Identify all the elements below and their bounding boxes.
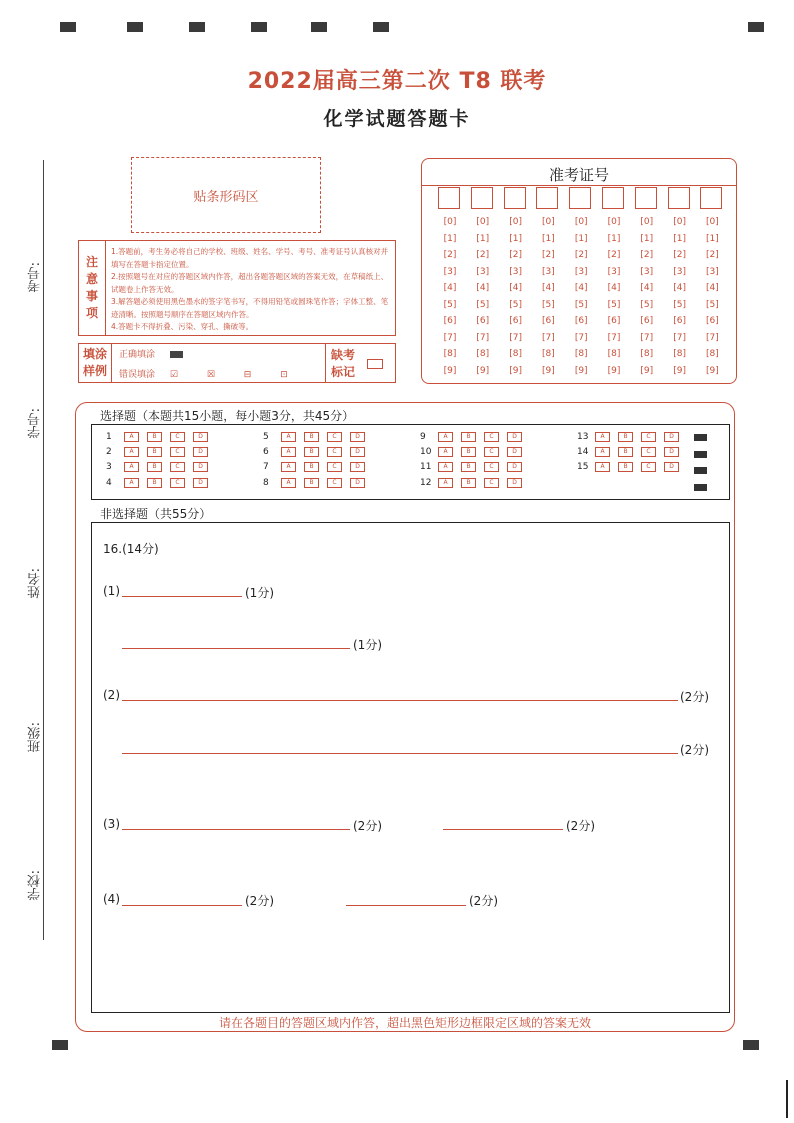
timing-mark bbox=[251, 22, 267, 32]
digit-bubble[interactable]: [1] bbox=[542, 233, 555, 244]
digit-write-box[interactable] bbox=[471, 187, 493, 209]
mc-option-bubble[interactable]: D bbox=[350, 447, 365, 457]
digit-bubble[interactable]: [2] bbox=[476, 250, 490, 260]
wrong-fill-row bbox=[119, 367, 288, 380]
digit-bubble[interactable]: [9] bbox=[476, 365, 490, 376]
digit-bubble[interactable]: [2] bbox=[509, 250, 522, 260]
timing-mark bbox=[748, 22, 764, 32]
timing-mark bbox=[60, 22, 76, 32]
digit-bubble[interactable]: [2] bbox=[574, 250, 588, 260]
score-label: (2分) bbox=[680, 743, 709, 757]
digit-bubble[interactable]: [3] bbox=[607, 266, 621, 277]
digit-bubble[interactable]: [9] bbox=[574, 365, 588, 376]
answer-line[interactable] bbox=[122, 829, 350, 830]
wrong-mark-dot: ⊡ bbox=[280, 370, 288, 380]
digit-bubble[interactable]: [5] bbox=[542, 299, 555, 310]
mc-option-bubble[interactable]: C bbox=[484, 462, 499, 472]
answer-line[interactable] bbox=[122, 753, 678, 754]
mc-option-bubble[interactable]: D bbox=[507, 478, 522, 488]
mc-question bbox=[263, 447, 373, 457]
digit-bubble[interactable]: [8] bbox=[542, 349, 555, 359]
mc-question bbox=[420, 478, 530, 488]
admission-column bbox=[504, 187, 528, 382]
mc-question bbox=[106, 432, 216, 442]
admission-column bbox=[635, 187, 659, 382]
digit-bubble[interactable]: [7] bbox=[476, 332, 490, 343]
digit-bubble[interactable]: [5] bbox=[443, 299, 457, 310]
mc-option-bubble[interactable]: C bbox=[641, 462, 656, 472]
mc-option-bubble[interactable]: C bbox=[484, 478, 499, 488]
mc-question-number: 5 bbox=[263, 432, 269, 442]
fill-heading-line: 填涂 bbox=[82, 347, 107, 361]
mc-question-number: 2 bbox=[106, 447, 112, 457]
digit-bubble[interactable]: [7] bbox=[509, 332, 522, 343]
fill-sample-box bbox=[78, 343, 396, 383]
mc-question bbox=[577, 462, 687, 472]
admission-column bbox=[569, 187, 593, 382]
mc-option-bubble[interactable]: A bbox=[438, 447, 453, 457]
digit-write-box[interactable] bbox=[504, 187, 526, 209]
divider bbox=[325, 344, 326, 382]
digit-bubble[interactable]: [4] bbox=[476, 283, 490, 293]
exam-title: 2022届高三第二次 T8 联考 bbox=[247, 69, 547, 94]
mc-option-bubble[interactable]: D bbox=[350, 432, 365, 442]
digit-write-box[interactable] bbox=[700, 187, 722, 209]
mc-option-bubble[interactable]: C bbox=[641, 447, 656, 457]
mc-option-bubble[interactable]: D bbox=[350, 478, 365, 488]
part-2-label: (2) bbox=[103, 688, 120, 702]
admission-column bbox=[536, 187, 560, 382]
digit-bubble[interactable]: [2] bbox=[673, 250, 686, 260]
digit-bubble[interactable]: [1] bbox=[574, 233, 588, 244]
timing-mark bbox=[311, 22, 327, 32]
score-label: (2分) bbox=[680, 690, 709, 704]
row-timing-mark bbox=[694, 467, 707, 474]
digit-bubble[interactable]: [3] bbox=[706, 266, 719, 277]
digit-bubble[interactable]: [4] bbox=[509, 283, 522, 293]
mc-option-bubble[interactable]: D bbox=[507, 447, 522, 457]
mc-question bbox=[420, 447, 530, 457]
digit-bubble[interactable]: [5] bbox=[607, 299, 621, 310]
notice-item: 4.答题卡不得折叠、污染、穿孔、撕破等。 bbox=[111, 322, 254, 331]
digit-bubble[interactable]: [3] bbox=[574, 266, 588, 277]
digit-bubble[interactable]: [6] bbox=[673, 316, 686, 326]
digit-bubble[interactable]: [5] bbox=[509, 299, 522, 310]
digit-bubble[interactable]: [9] bbox=[443, 365, 457, 376]
side-field-exam-no: 考号: bbox=[28, 262, 43, 293]
digit-bubble[interactable]: [9] bbox=[640, 365, 654, 376]
wrong-mark-dash: ⊟ bbox=[243, 370, 252, 380]
digit-bubble[interactable]: [5] bbox=[673, 299, 686, 310]
mc-question bbox=[106, 478, 216, 488]
digit-bubble[interactable]: [0] bbox=[673, 217, 686, 227]
digit-bubble[interactable]: [0] bbox=[640, 217, 654, 227]
mc-option-bubble[interactable]: A bbox=[595, 432, 610, 442]
digit-write-box[interactable] bbox=[668, 187, 690, 209]
mc-question bbox=[577, 432, 687, 442]
admission-column bbox=[700, 187, 724, 382]
digit-bubble[interactable]: [9] bbox=[509, 365, 522, 376]
digit-bubble[interactable]: [1] bbox=[443, 233, 457, 244]
side-field-student-no: 学号: bbox=[28, 408, 43, 439]
multiple-choice-title: 选择题（本题共15小题，每小题3分，共45分） bbox=[100, 409, 355, 423]
digit-bubble[interactable]: [7] bbox=[574, 332, 588, 343]
mc-option-bubble[interactable]: C bbox=[170, 478, 185, 488]
digit-bubble[interactable]: [0] bbox=[706, 217, 719, 227]
mc-option-bubble[interactable]: D bbox=[350, 462, 365, 472]
mc-option-bubble[interactable]: B bbox=[618, 432, 633, 442]
answer-line[interactable] bbox=[122, 700, 678, 701]
digit-bubble[interactable]: [7] bbox=[443, 332, 457, 343]
digit-bubble[interactable]: [0] bbox=[542, 217, 555, 227]
digit-bubble[interactable]: [6] bbox=[607, 316, 621, 326]
mc-option-bubble[interactable]: A bbox=[595, 447, 610, 457]
digit-bubble[interactable]: [4] bbox=[607, 283, 621, 293]
notice-heading-char: 意 bbox=[85, 272, 98, 286]
digit-bubble[interactable]: [7] bbox=[607, 332, 621, 343]
divider bbox=[422, 185, 736, 186]
question-16-label: 16.(14分) bbox=[103, 542, 159, 556]
mc-option-bubble[interactable]: A bbox=[595, 462, 610, 472]
fill-heading-line: 样例 bbox=[82, 364, 107, 378]
digit-bubble[interactable]: [1] bbox=[607, 233, 621, 244]
mc-option-bubble[interactable]: B bbox=[147, 462, 162, 472]
digit-bubble[interactable]: [8] bbox=[640, 349, 654, 359]
mc-question-number: 8 bbox=[263, 478, 269, 488]
digit-bubble[interactable]: [7] bbox=[542, 332, 555, 343]
mc-option-bubble[interactable]: C bbox=[641, 432, 656, 442]
digit-bubble[interactable]: [5] bbox=[574, 299, 588, 310]
score-label: (2分) bbox=[245, 894, 274, 908]
digit-bubble[interactable]: [3] bbox=[443, 266, 457, 277]
absent-label bbox=[331, 347, 355, 381]
part-4-label: (4) bbox=[103, 892, 120, 906]
mc-option-bubble[interactable]: A bbox=[124, 447, 139, 457]
digit-bubble[interactable]: [9] bbox=[542, 365, 555, 376]
mc-option-bubble[interactable]: C bbox=[327, 462, 342, 472]
side-field-class: 班级: bbox=[28, 722, 43, 753]
digit-bubble[interactable]: [7] bbox=[673, 332, 686, 343]
digit-bubble[interactable]: [9] bbox=[607, 365, 621, 376]
timing-mark bbox=[189, 22, 205, 32]
notice-item: 3.解答题必须使用黑色墨水的签字笔书写，不得用铅笔或圆珠笔作答；字体工整、笔迹清晰。按照题号顺序在答题区域内作答。 bbox=[111, 297, 389, 319]
absent-label-line: 标记 bbox=[331, 365, 356, 379]
mc-question-number: 7 bbox=[263, 462, 269, 472]
edge-mark bbox=[786, 1080, 788, 1118]
mc-question bbox=[263, 432, 373, 442]
digit-bubble[interactable]: [0] bbox=[607, 217, 621, 227]
digit-bubble[interactable]: [5] bbox=[706, 299, 719, 310]
digit-bubble[interactable]: [7] bbox=[640, 332, 654, 343]
row-timing-mark bbox=[694, 484, 707, 491]
score-label: (2分) bbox=[353, 819, 382, 833]
mc-option-bubble[interactable]: B bbox=[618, 462, 633, 472]
mc-option-bubble[interactable]: B bbox=[304, 462, 319, 472]
digit-bubble[interactable]: [1] bbox=[509, 233, 522, 244]
digit-bubble[interactable]: [3] bbox=[542, 266, 555, 277]
notice-box bbox=[78, 240, 396, 336]
digit-bubble[interactable]: [1] bbox=[476, 233, 490, 244]
fill-sample-heading bbox=[79, 344, 112, 382]
mc-option-bubble[interactable]: B bbox=[147, 447, 162, 457]
mc-option-bubble[interactable]: A bbox=[281, 462, 296, 472]
notice-heading bbox=[79, 241, 106, 335]
part-1-label: (1) bbox=[103, 584, 120, 598]
timing-mark bbox=[743, 1040, 759, 1050]
correct-fill-row bbox=[119, 347, 183, 360]
mc-option-bubble[interactable]: B bbox=[461, 462, 476, 472]
mc-option-bubble[interactable]: B bbox=[461, 432, 476, 442]
mc-option-bubble[interactable]: D bbox=[664, 447, 679, 457]
mc-question-number: 3 bbox=[106, 462, 112, 472]
digit-bubble[interactable]: [1] bbox=[640, 233, 654, 244]
mc-option-bubble[interactable]: C bbox=[170, 462, 185, 472]
notice-heading-char: 注 bbox=[85, 255, 98, 269]
mc-question-number: 13 bbox=[577, 432, 589, 442]
mc-option-bubble[interactable]: A bbox=[281, 478, 296, 488]
answer-line[interactable] bbox=[122, 596, 242, 597]
mc-question-number: 9 bbox=[420, 432, 426, 442]
notice-item: 2.按照题号在对应的答题区域内作答，超出各题答题区域的答案无效，在草稿纸上、试题卷上作答无效。 bbox=[111, 272, 389, 294]
mc-option-bubble[interactable]: A bbox=[124, 462, 139, 472]
wrong-mark-check: ☑ bbox=[169, 370, 178, 380]
wrong-mark-cross: ☒ bbox=[206, 370, 215, 380]
digit-bubble[interactable]: [6] bbox=[509, 316, 522, 326]
barcode-label: 贴条形码区 bbox=[193, 189, 259, 205]
digit-bubble[interactable]: [8] bbox=[476, 349, 490, 359]
digit-bubble[interactable]: [3] bbox=[509, 266, 522, 277]
mc-option-bubble[interactable]: B bbox=[618, 447, 633, 457]
digit-bubble[interactable]: [6] bbox=[574, 316, 588, 326]
score-label: (1分) bbox=[353, 638, 382, 652]
digit-bubble[interactable]: [8] bbox=[509, 349, 522, 359]
digit-bubble[interactable]: [5] bbox=[640, 299, 654, 310]
digit-bubble[interactable]: [3] bbox=[640, 266, 654, 277]
notice-item: 1.答题前，考生务必将自己的学校、班级、姓名、学号、考号、准考证号认真核对并填写在答题卡指定位置。 bbox=[111, 247, 389, 269]
mc-option-bubble[interactable]: B bbox=[147, 478, 162, 488]
mc-option-bubble[interactable]: D bbox=[193, 462, 208, 472]
mc-option-bubble[interactable]: B bbox=[304, 447, 319, 457]
mc-option-bubble[interactable]: A bbox=[438, 432, 453, 442]
correct-fill-mark bbox=[170, 351, 183, 358]
footer-notice: 请在各题目的答题区域内作答，超出黑色矩形边框限定区域的答案无效 bbox=[218, 1016, 591, 1030]
digit-bubble[interactable]: [0] bbox=[509, 217, 522, 227]
admission-column bbox=[668, 187, 692, 382]
digit-bubble[interactable]: [4] bbox=[443, 283, 457, 293]
digit-bubble[interactable]: [4] bbox=[640, 283, 654, 293]
digit-write-box[interactable] bbox=[569, 187, 591, 209]
digit-bubble[interactable]: [5] bbox=[476, 299, 490, 310]
digit-bubble[interactable]: [1] bbox=[673, 233, 686, 244]
score-label: (2分) bbox=[469, 894, 498, 908]
mc-option-bubble[interactable]: A bbox=[124, 432, 139, 442]
mc-option-bubble[interactable]: A bbox=[124, 478, 139, 488]
mc-option-bubble[interactable]: D bbox=[507, 432, 522, 442]
admission-column bbox=[438, 187, 462, 382]
mc-option-bubble[interactable]: C bbox=[327, 447, 342, 457]
timing-mark bbox=[127, 22, 143, 32]
mc-option-bubble[interactable]: B bbox=[304, 478, 319, 488]
digit-bubble[interactable]: [1] bbox=[706, 233, 719, 244]
mc-question-number: 12 bbox=[420, 478, 432, 488]
absent-label-line: 缺考 bbox=[331, 348, 356, 362]
digit-bubble[interactable]: [2] bbox=[640, 250, 654, 260]
digit-bubble[interactable]: [0] bbox=[443, 217, 457, 227]
score-label: (2分) bbox=[566, 819, 595, 833]
digit-bubble[interactable]: [9] bbox=[706, 365, 719, 376]
mc-option-bubble[interactable]: B bbox=[147, 432, 162, 442]
mc-question bbox=[420, 462, 530, 472]
correct-fill-label: 正确填涂 bbox=[119, 350, 156, 360]
digit-bubble[interactable]: [2] bbox=[607, 250, 621, 260]
mc-option-bubble[interactable]: D bbox=[507, 462, 522, 472]
digit-bubble[interactable]: [6] bbox=[706, 316, 719, 326]
digit-bubble[interactable]: [8] bbox=[574, 349, 588, 359]
mc-option-bubble[interactable]: C bbox=[327, 432, 342, 442]
answer-line[interactable] bbox=[443, 829, 563, 830]
digit-bubble[interactable]: [2] bbox=[706, 250, 719, 260]
notice-body bbox=[111, 246, 389, 334]
mc-question-number: 1 bbox=[106, 432, 112, 442]
digit-bubble[interactable]: [3] bbox=[476, 266, 490, 277]
mc-option-bubble[interactable]: C bbox=[484, 447, 499, 457]
mc-question-number: 14 bbox=[577, 447, 589, 457]
mc-question bbox=[420, 432, 530, 442]
digit-bubble[interactable]: [6] bbox=[476, 316, 490, 326]
answer-line[interactable] bbox=[346, 905, 466, 906]
mc-question bbox=[263, 478, 373, 488]
side-field-name: 姓名: bbox=[28, 568, 43, 599]
row-timing-mark bbox=[694, 434, 707, 441]
mc-option-bubble[interactable]: A bbox=[438, 462, 453, 472]
notice-heading-char: 项 bbox=[85, 306, 98, 320]
mc-option-bubble[interactable]: A bbox=[438, 478, 453, 488]
mc-option-bubble[interactable]: C bbox=[327, 478, 342, 488]
digit-bubble[interactable]: [8] bbox=[673, 349, 686, 359]
digit-bubble[interactable]: [4] bbox=[673, 283, 686, 293]
mc-question bbox=[106, 462, 216, 472]
mc-option-bubble[interactable]: D bbox=[193, 432, 208, 442]
admission-column bbox=[471, 187, 495, 382]
row-timing-mark bbox=[694, 451, 707, 458]
mc-question-number: 6 bbox=[263, 447, 269, 457]
digit-bubble[interactable]: [2] bbox=[542, 250, 555, 260]
mc-option-bubble[interactable]: B bbox=[461, 447, 476, 457]
mc-option-bubble[interactable]: B bbox=[461, 478, 476, 488]
side-field-school: 学校: bbox=[28, 870, 43, 901]
mc-option-bubble[interactable]: D bbox=[664, 462, 679, 472]
digit-bubble[interactable]: [3] bbox=[673, 266, 686, 277]
answer-line[interactable] bbox=[122, 905, 242, 906]
digit-write-box[interactable] bbox=[438, 187, 460, 209]
barcode-area bbox=[131, 157, 321, 233]
score-label: (1分) bbox=[245, 586, 274, 600]
mc-option-bubble[interactable]: C bbox=[170, 432, 185, 442]
digit-bubble[interactable]: [7] bbox=[706, 332, 719, 343]
mc-question-number: 4 bbox=[106, 478, 112, 488]
digit-bubble[interactable]: [6] bbox=[640, 316, 654, 326]
digit-bubble[interactable]: [8] bbox=[706, 349, 719, 359]
digit-bubble[interactable]: [4] bbox=[706, 283, 719, 293]
absent-mark-box[interactable] bbox=[367, 359, 383, 369]
digit-bubble[interactable]: [2] bbox=[443, 250, 457, 260]
mc-option-bubble[interactable]: D bbox=[193, 478, 208, 488]
digit-bubble[interactable]: [6] bbox=[542, 316, 555, 326]
mc-option-bubble[interactable]: C bbox=[170, 447, 185, 457]
mc-option-bubble[interactable]: B bbox=[304, 432, 319, 442]
mc-option-bubble[interactable]: C bbox=[484, 432, 499, 442]
digit-bubble[interactable]: [9] bbox=[673, 365, 686, 376]
mc-question bbox=[263, 462, 373, 472]
mc-option-bubble[interactable]: D bbox=[664, 432, 679, 442]
non-choice-title: 非选择题（共55分） bbox=[100, 507, 212, 521]
mc-option-bubble[interactable]: A bbox=[281, 447, 296, 457]
timing-mark bbox=[52, 1040, 68, 1050]
digit-write-box[interactable] bbox=[602, 187, 624, 209]
digit-write-box[interactable] bbox=[536, 187, 558, 209]
admission-number-panel bbox=[421, 158, 737, 384]
answer-line[interactable] bbox=[122, 648, 350, 649]
digit-bubble[interactable]: [6] bbox=[443, 316, 457, 326]
mc-question bbox=[106, 447, 216, 457]
digit-bubble[interactable]: [4] bbox=[574, 283, 588, 293]
timing-mark bbox=[373, 22, 389, 32]
part-3-label: (3) bbox=[103, 817, 120, 831]
admission-title: 准考证号 bbox=[548, 166, 609, 184]
digit-bubble[interactable]: [4] bbox=[542, 283, 555, 293]
mc-question-number: 15 bbox=[577, 462, 589, 472]
digit-bubble[interactable]: [0] bbox=[574, 217, 588, 227]
mc-question-number: 10 bbox=[420, 447, 432, 457]
subject-title: 化学试题答题卡 bbox=[323, 108, 471, 130]
mc-option-bubble[interactable]: D bbox=[193, 447, 208, 457]
wrong-fill-label: 错误填涂 bbox=[119, 370, 156, 380]
digit-bubble[interactable]: [0] bbox=[476, 217, 490, 227]
notice-heading-char: 事 bbox=[85, 289, 98, 303]
mc-question-number: 11 bbox=[420, 462, 432, 472]
mc-option-bubble[interactable]: A bbox=[281, 432, 296, 442]
digit-write-box[interactable] bbox=[635, 187, 657, 209]
digit-bubble[interactable]: [8] bbox=[607, 349, 621, 359]
mc-question bbox=[577, 447, 687, 457]
digit-bubble[interactable]: [8] bbox=[443, 349, 457, 359]
admission-column bbox=[602, 187, 626, 382]
